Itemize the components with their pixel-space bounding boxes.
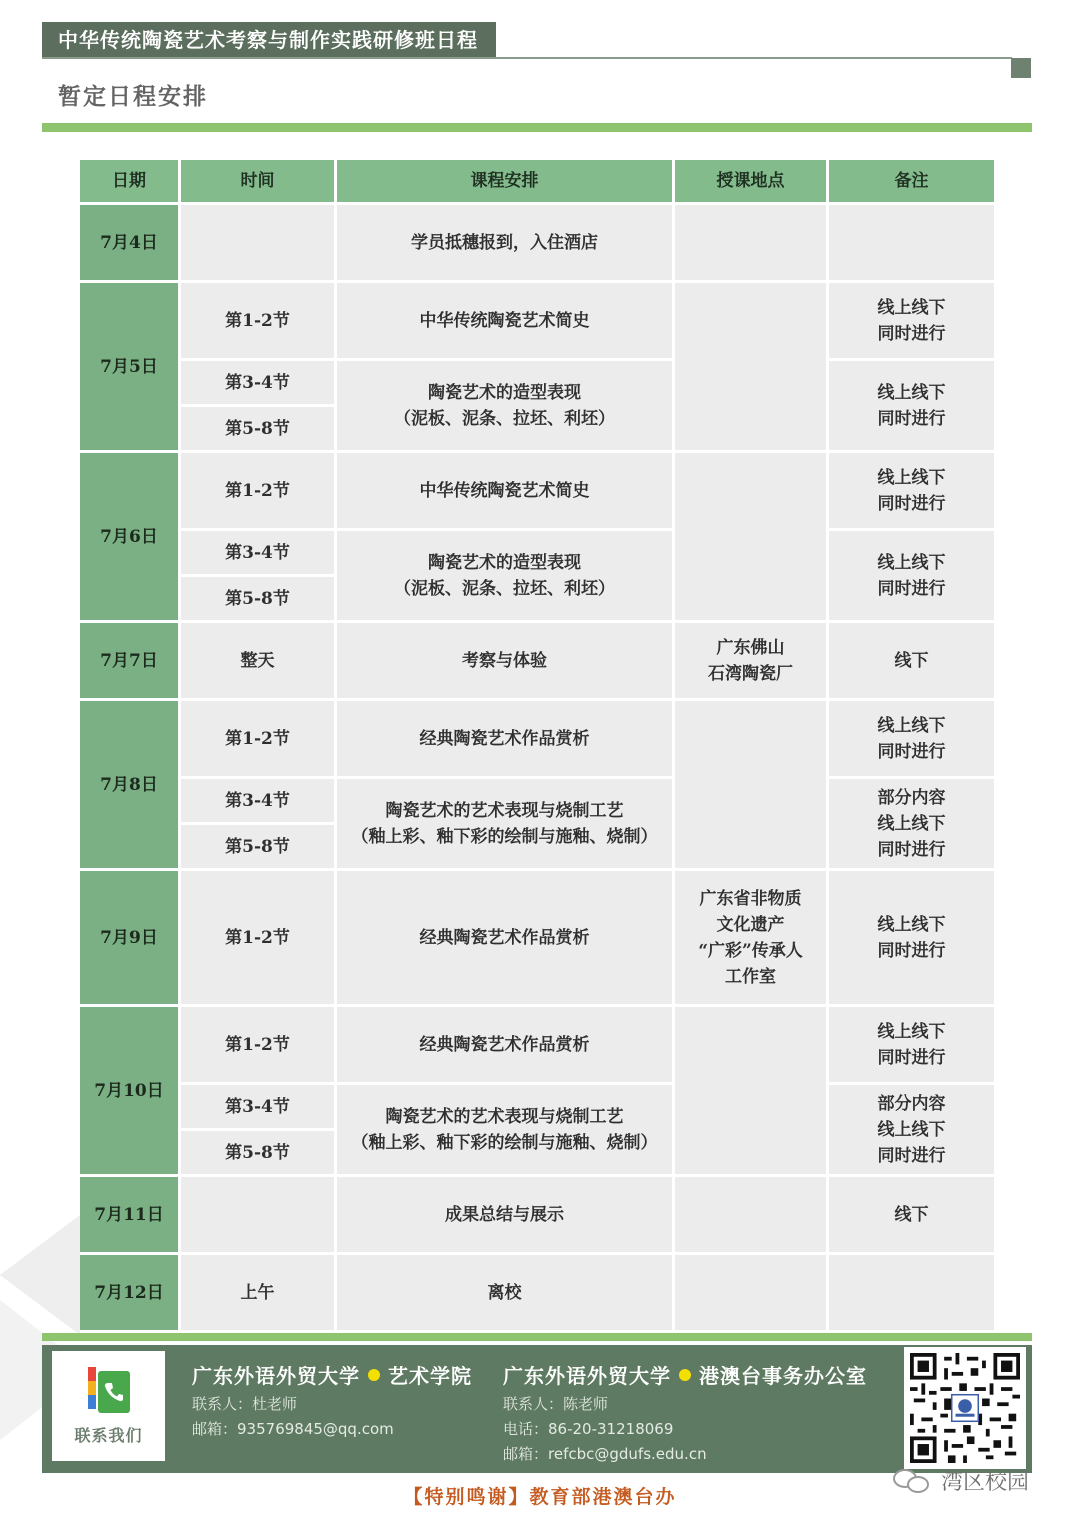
top-divider-line [42, 57, 1012, 59]
notes-line: 同时进行 [877, 408, 946, 429]
header-time: 时间 [181, 160, 334, 202]
location-cell [675, 871, 826, 1004]
wechat-watermark [893, 1465, 1029, 1496]
time-cell-empty [181, 1177, 334, 1252]
location-cell-empty [675, 1177, 826, 1252]
email-value[interactable]: 935769845@qq.com [237, 1420, 394, 1438]
dot-separator-icon [679, 1369, 691, 1381]
time-cell: 第1-2节 [181, 871, 334, 1004]
notes-line: 同时进行 [877, 940, 946, 961]
notes-line: 线上线下 [877, 382, 946, 403]
qr-code[interactable] [904, 1347, 1026, 1469]
notes-line: 同时进行 [877, 741, 946, 762]
course-line: 陶瓷艺术的艺术表现与烧制工艺 [385, 800, 624, 821]
notes-line: 线上线下 [877, 715, 946, 736]
location-line: 石湾陶瓷厂 [708, 663, 793, 684]
notes-cell-empty [829, 1255, 994, 1330]
notes-line: 部分内容 [877, 787, 946, 808]
location-cell-empty [675, 1255, 826, 1330]
course-line: 陶瓷艺术的艺术表现与烧制工艺 [385, 1106, 624, 1127]
location-line: 文化遗产 [716, 914, 785, 935]
course-line: （釉上彩、釉下彩的绘制与施釉、烧制） [351, 826, 658, 847]
notes-cell: 线下 [829, 623, 994, 698]
header-date: 日期 [80, 160, 178, 202]
time-cell: 第5-8节 [181, 1131, 334, 1174]
date-cell: 7月11日 [80, 1177, 178, 1252]
date-cell: 7月4日 [80, 205, 178, 280]
course-cell: 中华传统陶瓷艺术简史 [337, 283, 672, 358]
notes-cell [829, 1007, 994, 1082]
notes-cell [829, 871, 994, 1004]
course-line: 陶瓷艺术的造型表现 [428, 552, 581, 573]
contact-column-art-school [192, 1360, 472, 1439]
time-cell-empty [181, 205, 334, 280]
location-line: 广东佛山 [716, 637, 785, 658]
course-cell: 成果总结与展示 [337, 1177, 672, 1252]
course-cell [337, 779, 672, 868]
dept-name: 艺术学院 [388, 1364, 472, 1388]
time-cell: 第3-4节 [181, 361, 334, 404]
time-cell: 上午 [181, 1255, 334, 1330]
notes-cell [829, 779, 994, 868]
time-cell: 第1-2节 [181, 453, 334, 528]
course-line: （泥板、泥条、拉坯、利坯） [394, 408, 615, 429]
location-cell-empty [675, 453, 826, 620]
course-cell [337, 531, 672, 620]
course-line: （釉上彩、釉下彩的绘制与施釉、烧制） [351, 1132, 658, 1153]
time-cell: 第1-2节 [181, 283, 334, 358]
header-notes: 备注 [829, 160, 994, 202]
notes-line: 同时进行 [877, 323, 946, 344]
course-cell: 离校 [337, 1255, 672, 1330]
email-label: 邮箱： [192, 1420, 238, 1438]
notes-cell [829, 453, 994, 528]
time-cell: 整天 [181, 623, 334, 698]
course-cell: 经典陶瓷艺术作品赏析 [337, 871, 672, 1004]
dept-name: 港澳台事务办公室 [699, 1364, 867, 1388]
time-cell: 第5-8节 [181, 577, 334, 620]
notes-line: 线上线下 [877, 914, 946, 935]
contact-us-card [52, 1351, 165, 1461]
schedule-table [80, 160, 994, 1305]
section-accent-bar [42, 123, 1032, 132]
time-cell: 第1-2节 [181, 701, 334, 776]
notes-line: 同时进行 [877, 493, 946, 514]
footer-accent-bar [42, 1333, 1032, 1341]
header-location: 授课地点 [675, 160, 826, 202]
dot-separator-icon [368, 1369, 380, 1381]
phone-icon [88, 1367, 130, 1415]
special-thanks: 【特别鸣谢】教育部港澳台办 [403, 1486, 677, 1508]
phone-value[interactable]: 86-20-31218069 [548, 1420, 674, 1438]
location-cell [675, 623, 826, 698]
date-cell: 7月12日 [80, 1255, 178, 1330]
location-cell-empty [675, 701, 826, 868]
course-cell: 经典陶瓷艺术作品赏析 [337, 1007, 672, 1082]
location-line: 工作室 [725, 966, 776, 987]
date-cell: 7月7日 [80, 623, 178, 698]
notes-line: 线上线下 [877, 552, 946, 573]
notes-cell [829, 701, 994, 776]
phone-label: 电话： [503, 1420, 549, 1438]
notes-line: 线上线下 [877, 813, 946, 834]
date-cell: 7月8日 [80, 701, 178, 868]
time-cell: 第3-4节 [181, 531, 334, 574]
notes-line: 线上线下 [877, 1119, 946, 1140]
top-corner-square [1011, 58, 1031, 78]
course-cell: 考察与体验 [337, 623, 672, 698]
org-name: 广东外语外贸大学 [192, 1364, 360, 1388]
notes-cell [829, 283, 994, 358]
notes-cell: 线下 [829, 1177, 994, 1252]
notes-cell [829, 1085, 994, 1174]
header-course: 课程安排 [337, 160, 672, 202]
email-label: 邮箱： [503, 1445, 549, 1463]
location-cell-empty [675, 1007, 826, 1174]
notes-cell-empty [829, 205, 994, 280]
location-line: “广彩”传承人 [698, 940, 803, 961]
notes-line: 部分内容 [877, 1093, 946, 1114]
section-title: 暂定日程安排 [58, 84, 208, 110]
date-cell: 7月9日 [80, 871, 178, 1004]
course-cell [337, 361, 672, 450]
time-cell: 第3-4节 [181, 1085, 334, 1128]
notes-cell [829, 531, 994, 620]
date-cell: 7月5日 [80, 283, 178, 450]
course-cell: 经典陶瓷艺术作品赏析 [337, 701, 672, 776]
course-cell: 中华传统陶瓷艺术简史 [337, 453, 672, 528]
contact-column-hmt-office [503, 1360, 867, 1464]
wechat-icon [893, 1467, 933, 1495]
top-banner-title: 中华传统陶瓷艺术考察与制作实践研修班日程表 [42, 22, 496, 58]
notes-line: 同时进行 [877, 839, 946, 860]
location-cell-empty [675, 205, 826, 280]
email-value[interactable]: refcbc@gdufs.edu.cn [548, 1445, 707, 1463]
wechat-account-name: 湾区校园 [941, 1470, 1030, 1495]
notes-line: 同时进行 [877, 1145, 946, 1166]
time-cell: 第1-2节 [181, 1007, 334, 1082]
notes-line: 线上线下 [877, 467, 946, 488]
time-cell: 第3-4节 [181, 779, 334, 822]
time-cell: 第5-8节 [181, 825, 334, 868]
course-line: 陶瓷艺术的造型表现 [428, 382, 581, 403]
qr-code-icon [910, 1353, 1020, 1463]
notes-cell [829, 361, 994, 450]
org-name: 广东外语外贸大学 [503, 1364, 671, 1388]
location-cell-empty [675, 283, 826, 450]
contact-person: 联系人：陈老师 [503, 1395, 609, 1413]
notes-line: 同时进行 [877, 578, 946, 599]
date-cell: 7月6日 [80, 453, 178, 620]
notes-line: 同时进行 [877, 1047, 946, 1068]
notes-line: 线上线下 [877, 1021, 946, 1042]
course-cell [337, 1085, 672, 1174]
notes-line: 线上线下 [877, 297, 946, 318]
course-cell: 学员抵穗报到，入住酒店 [337, 205, 672, 280]
contact-us-label: 联系我们 [74, 1425, 143, 1445]
location-line: 广东省非物质 [699, 888, 802, 909]
course-line: （泥板、泥条、拉坯、利坯） [394, 578, 615, 599]
time-cell: 第5-8节 [181, 407, 334, 450]
contact-person: 联系人：杜老师 [192, 1395, 298, 1413]
date-cell: 7月10日 [80, 1007, 178, 1174]
